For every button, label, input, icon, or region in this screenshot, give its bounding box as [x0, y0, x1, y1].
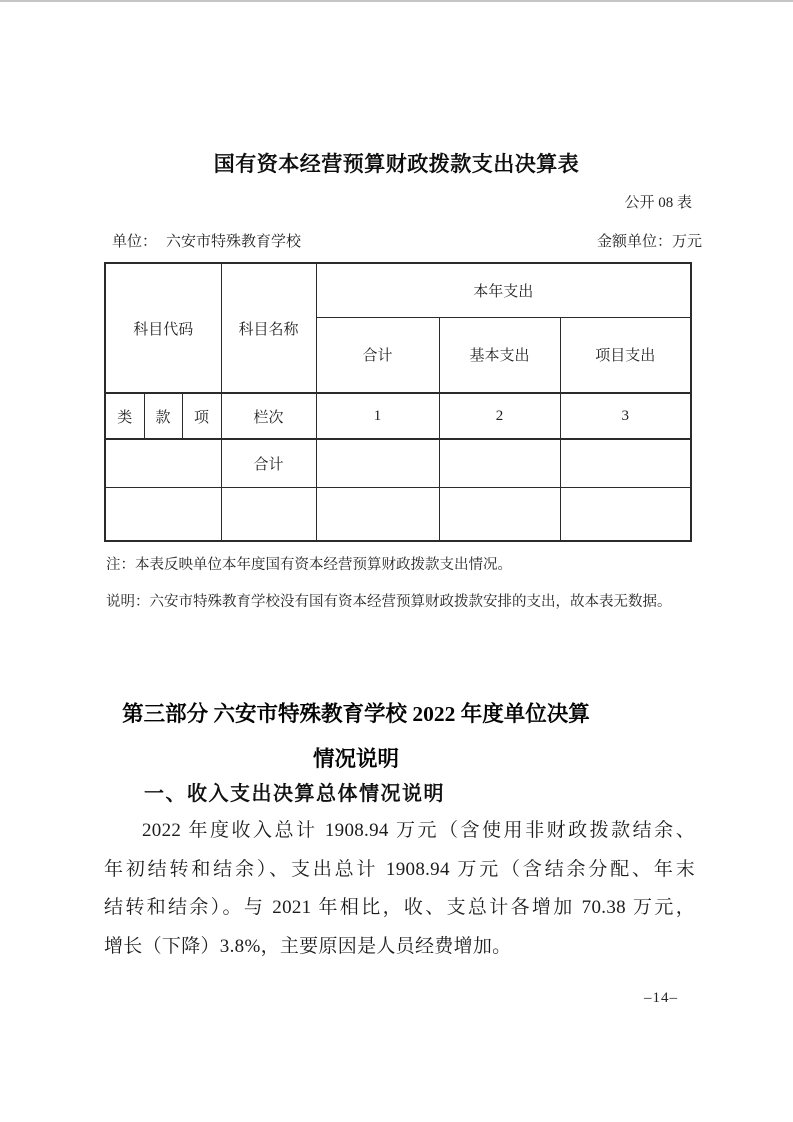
section-heading-line2: 情况说明: [312, 747, 399, 771]
th-column-label: 栏次: [221, 393, 316, 439]
cell-code: [105, 487, 221, 541]
section-heading: [0, 692, 712, 782]
th-subject-code: 科目代码: [105, 263, 221, 393]
th-project-expenditure: 项目支出: [560, 317, 691, 393]
cell-basic: [439, 439, 560, 487]
cell-total: [316, 487, 439, 541]
form-number-label: 公开 08 表: [624, 195, 692, 211]
table-explanation: 说明：六安市特殊教育学校没有国有资本经营预算财政拨款安排的支出，故本表无数据。: [106, 594, 672, 610]
cell-project: [560, 487, 691, 541]
subsection-heading: 一、收入支出决算总体情况说明: [144, 783, 445, 805]
col-index-3: 3: [560, 393, 691, 439]
cell-name-total: 合计: [221, 439, 316, 487]
unit-label: 单位：: [112, 234, 158, 250]
th-category: 类: [105, 393, 144, 439]
paragraph-line: 结转和结余）。与 2021 年相比，收、支总计各增加 70.38 万元，: [104, 897, 695, 919]
budget-table: [104, 262, 692, 542]
section-heading-line1: 第三部分 六安市特殊教育学校 2022 年度单位决算: [122, 702, 590, 726]
table-row: [105, 439, 691, 487]
body-paragraph: [104, 812, 695, 966]
th-item: 项: [182, 393, 221, 439]
paragraph-line: 2022 年度收入总计 1908.94 万元（含使用非财政拨款结余、: [142, 820, 695, 841]
cell-total: [316, 439, 439, 487]
col-index-1: 1: [316, 393, 439, 439]
th-current-year-expenditure: 本年支出: [316, 263, 691, 317]
table-row: [105, 487, 691, 541]
unit-name: 六安市特殊教育学校: [166, 234, 302, 250]
cell-basic: [439, 487, 560, 541]
page-top-edge: [0, 0, 793, 2]
table-note: 注：本表反映单位本年度国有资本经营预算财政拨款支出情况。: [106, 557, 512, 573]
th-subject-name: 科目名称: [221, 263, 316, 393]
col-index-2: 2: [439, 393, 560, 439]
cell-code: [105, 439, 221, 487]
page-title: 国有资本经营预算财政拨款支出决算表: [213, 153, 580, 176]
th-basic-expenditure: 基本支出: [439, 317, 560, 393]
page-number: –14–: [644, 990, 678, 1006]
amount-unit-label: 金额单位：万元: [596, 234, 702, 250]
cell-name: [221, 487, 316, 541]
cell-project: [560, 439, 691, 487]
unit-line: [112, 230, 301, 251]
paragraph-line: 增长（下降）3.8%，主要原因是人员经费增加。: [104, 935, 512, 957]
th-clause: 款: [144, 393, 182, 439]
th-total: 合计: [316, 317, 439, 393]
paragraph-line: 年初结转和结余）、支出总计 1908.94 万元（含结余分配、年末: [104, 858, 695, 880]
